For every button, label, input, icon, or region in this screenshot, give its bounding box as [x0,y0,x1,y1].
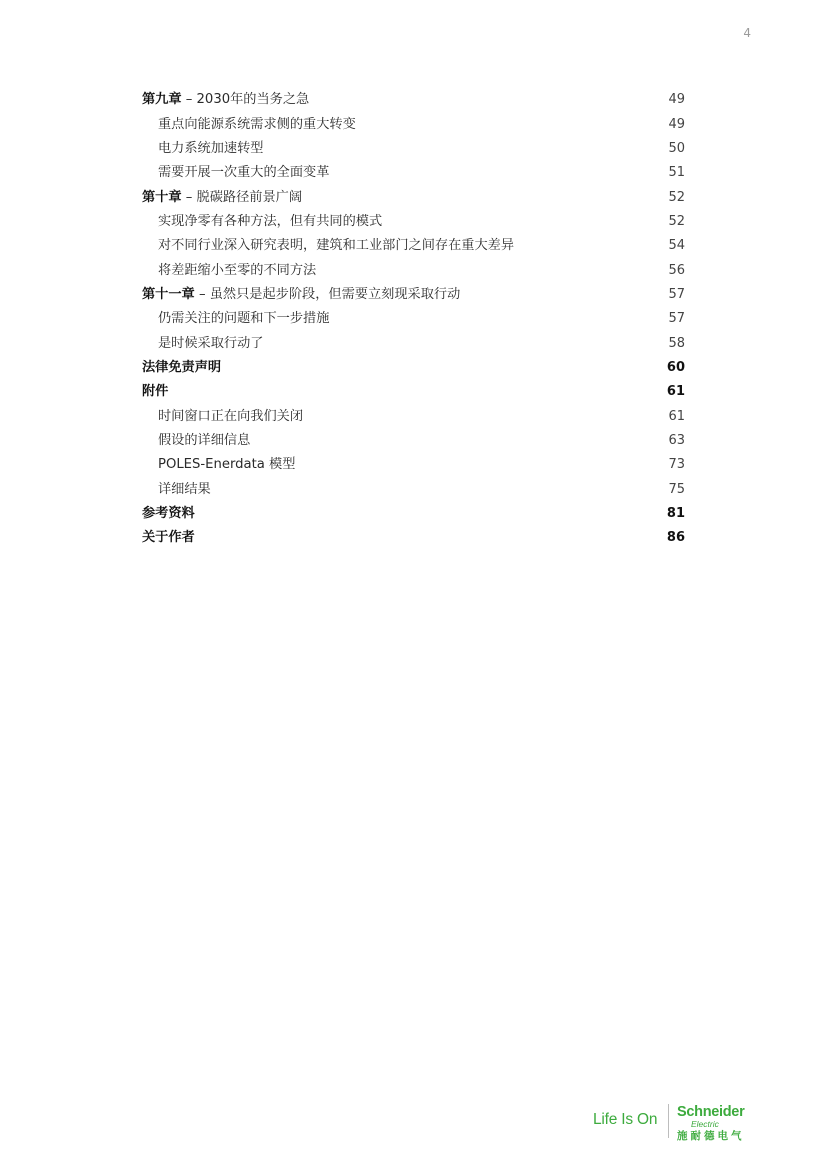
tagline: Life Is On [593,1111,658,1128]
toc-subentry[interactable] [142,453,685,477]
toc-entry-title [142,307,329,331]
toc-entry-heading: 第九章 [142,92,182,108]
toc-entry-text: 电力系统加速转型 [158,140,264,156]
toc-entry-title [142,259,316,283]
toc-entry-text: – 脱碳路径前景广阔 [181,189,303,205]
toc-page-number: 75 [668,481,685,497]
toc-page-number: 61 [666,384,685,400]
toc-subentry[interactable] [142,137,685,161]
toc-entry-text: – 虽然只是起步阶段，但需要立刻现采取行动 [194,286,461,302]
toc-page-number: 50 [668,140,685,156]
toc-entry-text: 需要开展一次重大的全面变革 [158,165,330,181]
footer-branding [590,1102,760,1142]
toc-entry-heading: 附件 [142,384,169,400]
toc-subentry[interactable] [142,331,685,355]
brand-cn: 施耐德电气 [677,1130,745,1142]
toc-entry-text: 详细结果 [158,481,211,497]
toc-page-number: 56 [668,262,685,278]
table-of-contents [142,88,685,551]
toc-entry-title [142,186,302,210]
toc-entry-title [142,161,329,185]
toc-page-number: 52 [668,213,685,229]
toc-entry-title [142,453,295,477]
brand-sub: Electric [691,1119,719,1129]
toc-subentry[interactable] [142,112,685,136]
toc-entry[interactable] [142,526,685,550]
toc-entry[interactable] [142,283,685,307]
toc-entry-text: 实现净零有各种方法，但有共同的模式 [158,213,383,229]
toc-entry-text: 假设的详细信息 [158,432,251,448]
toc-entry-text: 时间窗口正在向我们关闭 [158,408,304,424]
toc-entry-title [142,210,382,234]
toc-page-number: 58 [668,335,685,351]
toc-entry-text: 将差距缩小至零的不同方法 [158,262,317,278]
toc-page-number: 63 [668,432,685,448]
toc-entry-title [142,405,303,429]
brand-name: Schneider [677,1104,745,1120]
toc-entry-heading: 参考资料 [142,506,195,522]
toc-page-number: 54 [668,238,685,254]
toc-entry[interactable] [142,185,685,209]
toc-entry-heading: 第十章 [142,189,182,205]
toc-entry-title [142,502,195,526]
toc-entry-text: 对不同行业深入研究表明，建筑和工业部门之间存在重大差异 [158,238,515,254]
toc-subentry[interactable] [142,478,685,502]
page-number: 4 [743,26,751,40]
toc-entry-title [142,478,211,502]
toc-subentry[interactable] [142,429,685,453]
toc-page-number: 57 [668,286,685,302]
toc-entry-title [142,234,514,258]
toc-subentry[interactable] [142,161,685,185]
toc-entry-title [142,332,264,356]
toc-entry-title [142,429,250,453]
toc-entry-heading: 第十一章 [142,286,195,302]
toc-page-number: 51 [668,165,685,181]
toc-entry-heading: 法律免责声明 [142,359,222,375]
toc-subentry[interactable] [142,210,685,234]
toc-entry-title [142,137,264,161]
footer-divider [668,1104,669,1138]
toc-page-number: 60 [666,359,685,375]
schneider-logo [677,1104,757,1142]
toc-entry-text: – 2030年的当务之急 [181,92,310,108]
toc-entry-text: 重点向能源系统需求侧的重大转变 [158,116,356,132]
toc-page-number: 49 [668,116,685,132]
toc-page-number: 86 [666,530,685,546]
toc-entry-text: POLES-Enerdata 模型 [158,457,296,473]
toc-entry-title [142,113,356,137]
toc-entry-title [142,88,309,112]
toc-entry-title [142,356,221,380]
toc-entry-title [142,526,195,550]
toc-entry[interactable] [142,380,685,404]
toc-entry-text: 是时候采取行动了 [158,335,264,351]
toc-page-number: 57 [668,311,685,327]
toc-page-number: 49 [668,92,685,108]
toc-subentry[interactable] [142,404,685,428]
toc-page-number: 81 [666,506,685,522]
toc-entry-title [142,283,460,307]
toc-entry[interactable] [142,88,685,112]
toc-entry[interactable] [142,502,685,526]
toc-entry-title [142,380,168,404]
toc-subentry[interactable] [142,307,685,331]
toc-subentry[interactable] [142,234,685,258]
toc-page-number: 52 [668,189,685,205]
toc-entry[interactable] [142,356,685,380]
toc-page-number: 61 [668,408,685,424]
toc-entry-text: 仍需关注的问题和下一步措施 [158,311,330,327]
toc-subentry[interactable] [142,258,685,282]
toc-entry-heading: 关于作者 [142,530,195,546]
toc-page-number: 73 [668,457,685,473]
